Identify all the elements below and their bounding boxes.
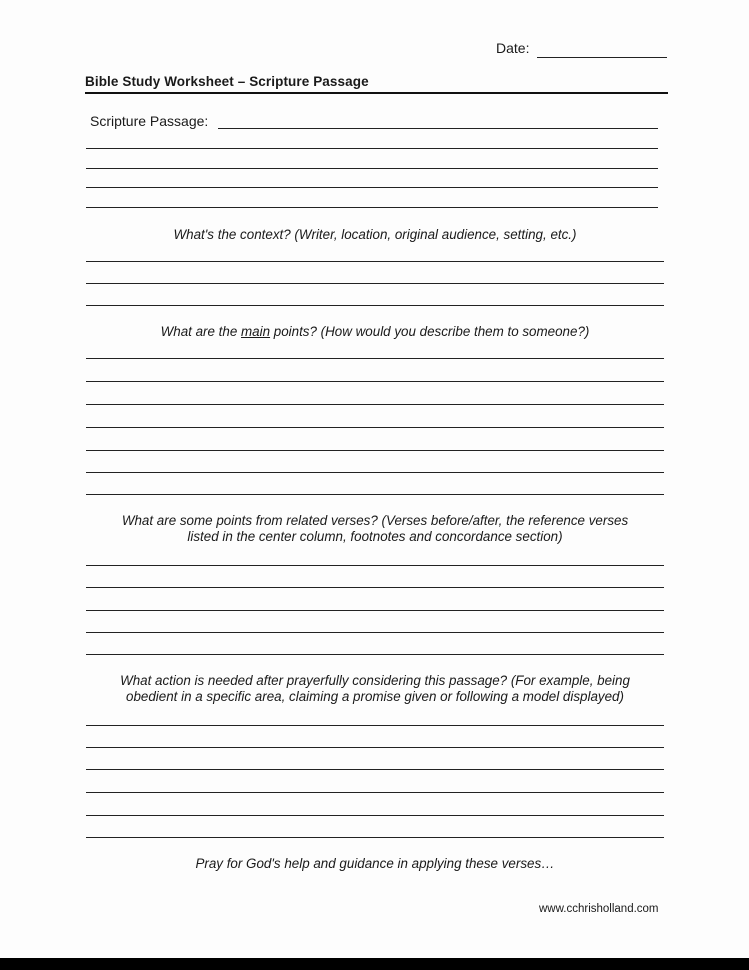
writing-line[interactable]: [86, 148, 658, 149]
writing-line[interactable]: [86, 815, 664, 816]
scripture-passage-field[interactable]: [218, 128, 658, 129]
writing-line[interactable]: [86, 450, 664, 451]
writing-line[interactable]: [86, 837, 664, 838]
writing-line[interactable]: [86, 610, 664, 611]
main-points-underlined: main: [241, 324, 271, 339]
writing-line[interactable]: [86, 168, 658, 169]
writing-line[interactable]: [86, 472, 664, 473]
writing-line[interactable]: [86, 381, 664, 382]
writing-line[interactable]: [86, 769, 664, 770]
writing-line[interactable]: [86, 283, 664, 284]
related-verses-line-1: What are some points from related verses? (Verses before/after, the reference verses: [121, 513, 629, 528]
main-points-text-after: points? (How would you describe them to someone?): [270, 324, 590, 339]
writing-line[interactable]: [86, 494, 664, 495]
action-line-1: What action is needed after prayerfully considering this passage? (For example, being: [120, 673, 630, 688]
writing-line[interactable]: [86, 792, 664, 793]
writing-line[interactable]: [86, 587, 664, 588]
closing-prayer-text: Pray for God's help and guidance in applying these verses…: [195, 856, 555, 871]
writing-line[interactable]: [86, 404, 664, 405]
website-url: www.cchrisholland.com: [539, 903, 659, 915]
main-points-text-before: What are the: [160, 324, 242, 339]
writing-line[interactable]: [86, 565, 664, 566]
related-verses-question: [85, 513, 665, 545]
writing-line[interactable]: [86, 427, 664, 428]
context-question: What's the context? (Writer, location, original audience, setting, etc.): [173, 227, 577, 242]
writing-line[interactable]: [86, 305, 664, 306]
related-verses-line-2: listed in the center column, footnotes and concordance section): [187, 529, 563, 544]
main-points-question: [85, 324, 665, 340]
scan-bottom-border: [0, 958, 749, 970]
action-question: [85, 673, 665, 705]
writing-line[interactable]: [86, 207, 658, 208]
writing-line[interactable]: [86, 261, 664, 262]
date-field[interactable]: [537, 57, 667, 58]
date-label: Date:: [496, 40, 530, 56]
page-title: Bible Study Worksheet – Scripture Passage: [85, 74, 369, 89]
scripture-passage-label: Scripture Passage:: [90, 113, 209, 129]
writing-line[interactable]: [86, 632, 664, 633]
title-divider: [85, 92, 668, 94]
action-line-2: obedient in a specific area, claiming a promise given or following a model displayed): [126, 689, 624, 704]
writing-line[interactable]: [86, 725, 664, 726]
writing-line[interactable]: [86, 747, 664, 748]
writing-line[interactable]: [86, 187, 658, 188]
writing-line[interactable]: [86, 358, 664, 359]
writing-line[interactable]: [86, 654, 664, 655]
